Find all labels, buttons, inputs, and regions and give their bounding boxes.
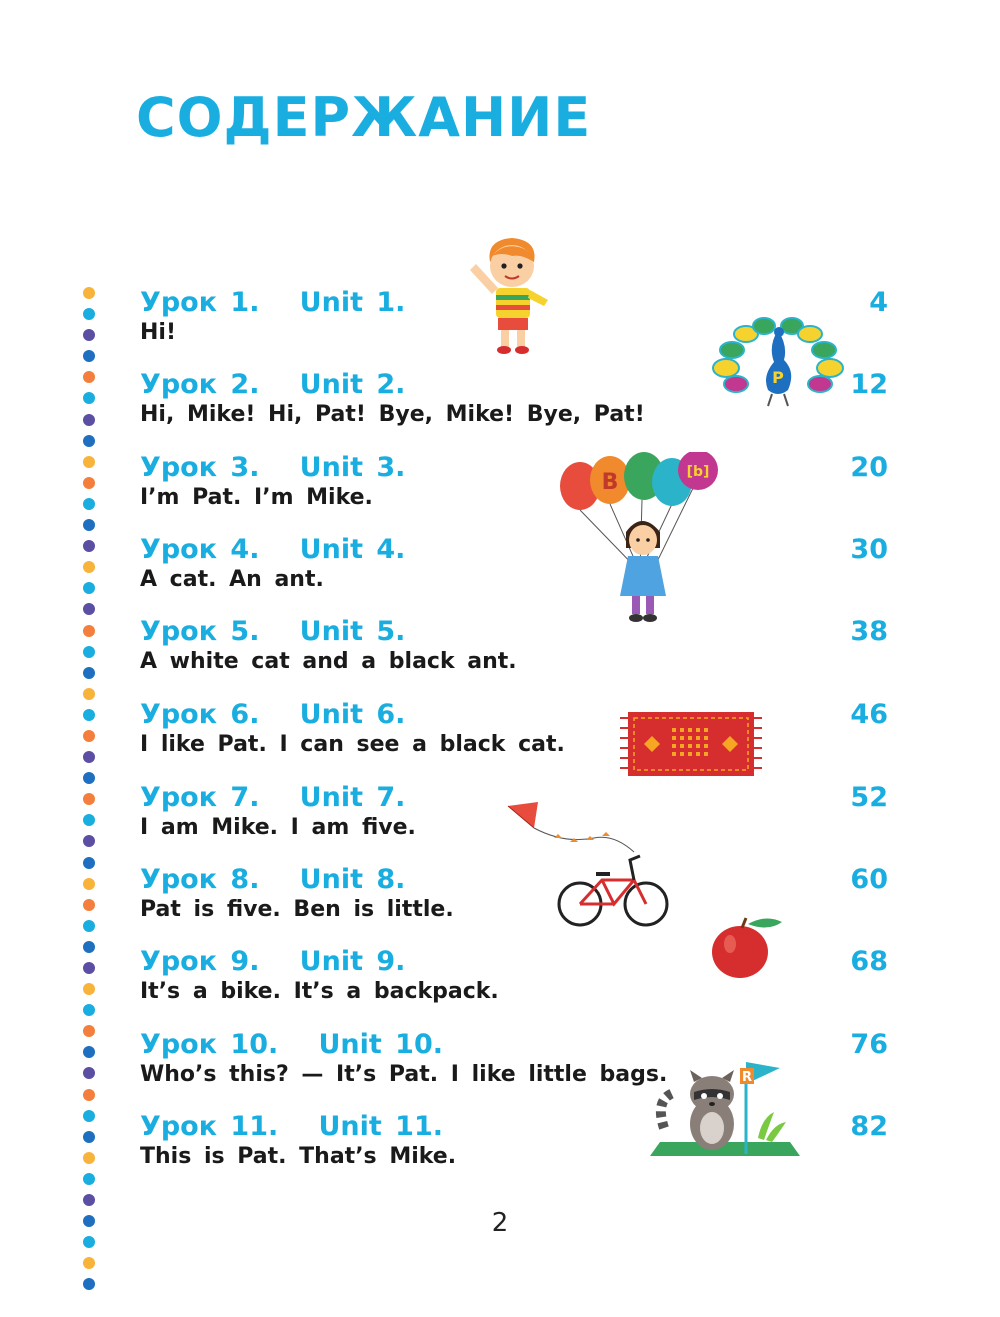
decorative-dot — [83, 350, 95, 362]
decorative-dot — [83, 920, 95, 932]
balloon-letter-b: B — [601, 470, 619, 495]
boy-illustration — [462, 232, 562, 358]
page-reference[interactable]: 12 — [850, 369, 888, 400]
decorative-dot — [83, 540, 95, 552]
decorative-dot — [83, 1110, 95, 1122]
page-reference[interactable]: 46 — [850, 699, 888, 730]
unit-label: Unit 3. — [299, 452, 406, 483]
lesson-title: Who’s this? — It’s Pat. I like little bags. — [140, 1062, 668, 1087]
decorative-dot — [83, 477, 95, 489]
decorative-dot — [83, 435, 95, 447]
unit-label: Unit 6. — [299, 699, 406, 730]
decorative-dot — [83, 603, 95, 615]
toc-entry-heading — [140, 946, 405, 978]
decorative-dot — [83, 835, 95, 847]
decorative-dot — [83, 1257, 95, 1269]
lesson-label: Урок 4. — [140, 534, 260, 565]
decorative-dot — [83, 730, 95, 742]
decorative-dot — [83, 582, 95, 594]
decorative-dot — [83, 1173, 95, 1185]
toc-entry-heading — [140, 699, 405, 731]
unit-label: Unit 9. — [299, 946, 406, 977]
decorative-dot — [83, 1067, 95, 1079]
lesson-title: It’s a bike. It’s a backpack. — [140, 979, 499, 1004]
decorative-dot — [83, 1236, 95, 1248]
apple-illustration — [706, 914, 788, 980]
toc-entry[interactable] — [140, 534, 888, 614]
decorative-dot — [83, 1152, 95, 1164]
decorative-dot — [83, 1131, 95, 1143]
page-reference[interactable]: 38 — [850, 616, 888, 647]
decorative-dot — [83, 1194, 95, 1206]
toc-entry-heading — [140, 864, 405, 896]
decorative-dot — [83, 498, 95, 510]
page-number: 2 — [491, 1208, 509, 1238]
decorative-dot — [83, 456, 95, 468]
toc-entry[interactable] — [140, 452, 888, 532]
lesson-label: Урок 5. — [140, 616, 260, 647]
lesson-label: Урок 6. — [140, 699, 260, 730]
lesson-label: Урок 10. — [140, 1029, 279, 1060]
decorative-dot — [83, 1025, 95, 1037]
decorative-dot — [83, 414, 95, 426]
unit-label: Unit 8. — [299, 864, 406, 895]
page-reference[interactable]: 4 — [869, 287, 888, 318]
decorative-dot — [83, 814, 95, 826]
lesson-title: Pat is five. Ben is little. — [140, 897, 454, 922]
decorative-dot — [83, 561, 95, 573]
lesson-title: I like Pat. I can see a black cat. — [140, 732, 565, 757]
lesson-label: Урок 1. — [140, 287, 260, 318]
lesson-title: Hi, Mike! Hi, Pat! Bye, Mike! Bye, Pat! — [140, 402, 645, 427]
decorative-dot — [83, 308, 95, 320]
decorative-dot — [83, 646, 95, 658]
lesson-title: This is Pat. That’s Mike. — [140, 1144, 457, 1169]
toc-entry[interactable] — [140, 616, 888, 696]
toc-entry-heading — [140, 534, 405, 566]
decorative-dot — [83, 1046, 95, 1058]
toc-entry-heading — [140, 369, 405, 401]
decorative-dot — [83, 1278, 95, 1290]
balloon-letter-phonetic: [b] — [686, 464, 710, 480]
page-reference[interactable]: 30 — [850, 534, 888, 565]
decorative-dot — [83, 1089, 95, 1101]
decorative-dot — [83, 899, 95, 911]
decorative-dot — [83, 878, 95, 890]
toc-entry-heading — [140, 287, 405, 319]
lesson-title: I am Mike. I am five. — [140, 815, 416, 840]
lesson-title: Hi! — [140, 320, 176, 345]
decorative-dot — [83, 371, 95, 383]
decorative-dot — [83, 625, 95, 637]
lesson-label: Урок 7. — [140, 782, 260, 813]
page-title: СОДЕРЖАНИЕ — [136, 86, 592, 149]
unit-label: Unit 1. — [299, 287, 406, 318]
page-reference[interactable]: 60 — [850, 864, 888, 895]
page-reference[interactable]: 20 — [850, 452, 888, 483]
decorative-dot — [83, 983, 95, 995]
page-reference[interactable]: 68 — [850, 946, 888, 977]
peacock-letter: P — [772, 368, 784, 387]
unit-label: Unit 2. — [299, 369, 406, 400]
toc-entry-heading — [140, 1111, 443, 1143]
decorative-dot — [83, 1004, 95, 1016]
toc-entry-heading — [140, 616, 405, 648]
rug-illustration — [616, 710, 766, 780]
bicycle-illustration — [556, 850, 672, 930]
toc-entry-heading — [140, 452, 405, 484]
decorative-dot — [83, 772, 95, 784]
lesson-label: Урок 11. — [140, 1111, 279, 1142]
page-reference[interactable]: 52 — [850, 782, 888, 813]
decorative-dot — [83, 857, 95, 869]
page-reference[interactable]: 82 — [850, 1111, 888, 1142]
lesson-label: Урок 2. — [140, 369, 260, 400]
decorative-dot — [83, 392, 95, 404]
girl-with-balloons-illustration — [556, 452, 724, 628]
unit-label: Unit 7. — [299, 782, 406, 813]
toc-entry-heading — [140, 782, 405, 814]
toc-entry-heading — [140, 1029, 443, 1061]
decorative-dot — [83, 667, 95, 679]
decorative-dot — [83, 329, 95, 341]
decorative-dot — [83, 709, 95, 721]
lesson-label: Урок 9. — [140, 946, 260, 977]
lesson-title: A cat. An ant. — [140, 567, 324, 592]
unit-label: Unit 5. — [299, 616, 406, 647]
decorative-dot — [83, 962, 95, 974]
lesson-label: Урок 3. — [140, 452, 260, 483]
page-reference[interactable]: 76 — [850, 1029, 888, 1060]
unit-label: Unit 4. — [299, 534, 406, 565]
flag-letter: R — [741, 1070, 753, 1085]
unit-label: Unit 10. — [318, 1029, 443, 1060]
decorative-dot — [83, 688, 95, 700]
raccoon-illustration — [650, 1058, 800, 1158]
decorative-dot — [83, 287, 95, 299]
lesson-title: I’m Pat. I’m Mike. — [140, 485, 373, 510]
decorative-dot — [83, 751, 95, 763]
lesson-title: A white cat and a black ant. — [140, 649, 517, 674]
decorative-dot — [83, 519, 95, 531]
toc-entry[interactable] — [140, 699, 888, 779]
lesson-label: Урок 8. — [140, 864, 260, 895]
decorative-dot — [83, 941, 95, 953]
peacock-illustration — [706, 316, 850, 408]
unit-label: Unit 11. — [318, 1111, 443, 1142]
decorative-dot — [83, 793, 95, 805]
decorative-dot-column — [83, 287, 95, 1300]
